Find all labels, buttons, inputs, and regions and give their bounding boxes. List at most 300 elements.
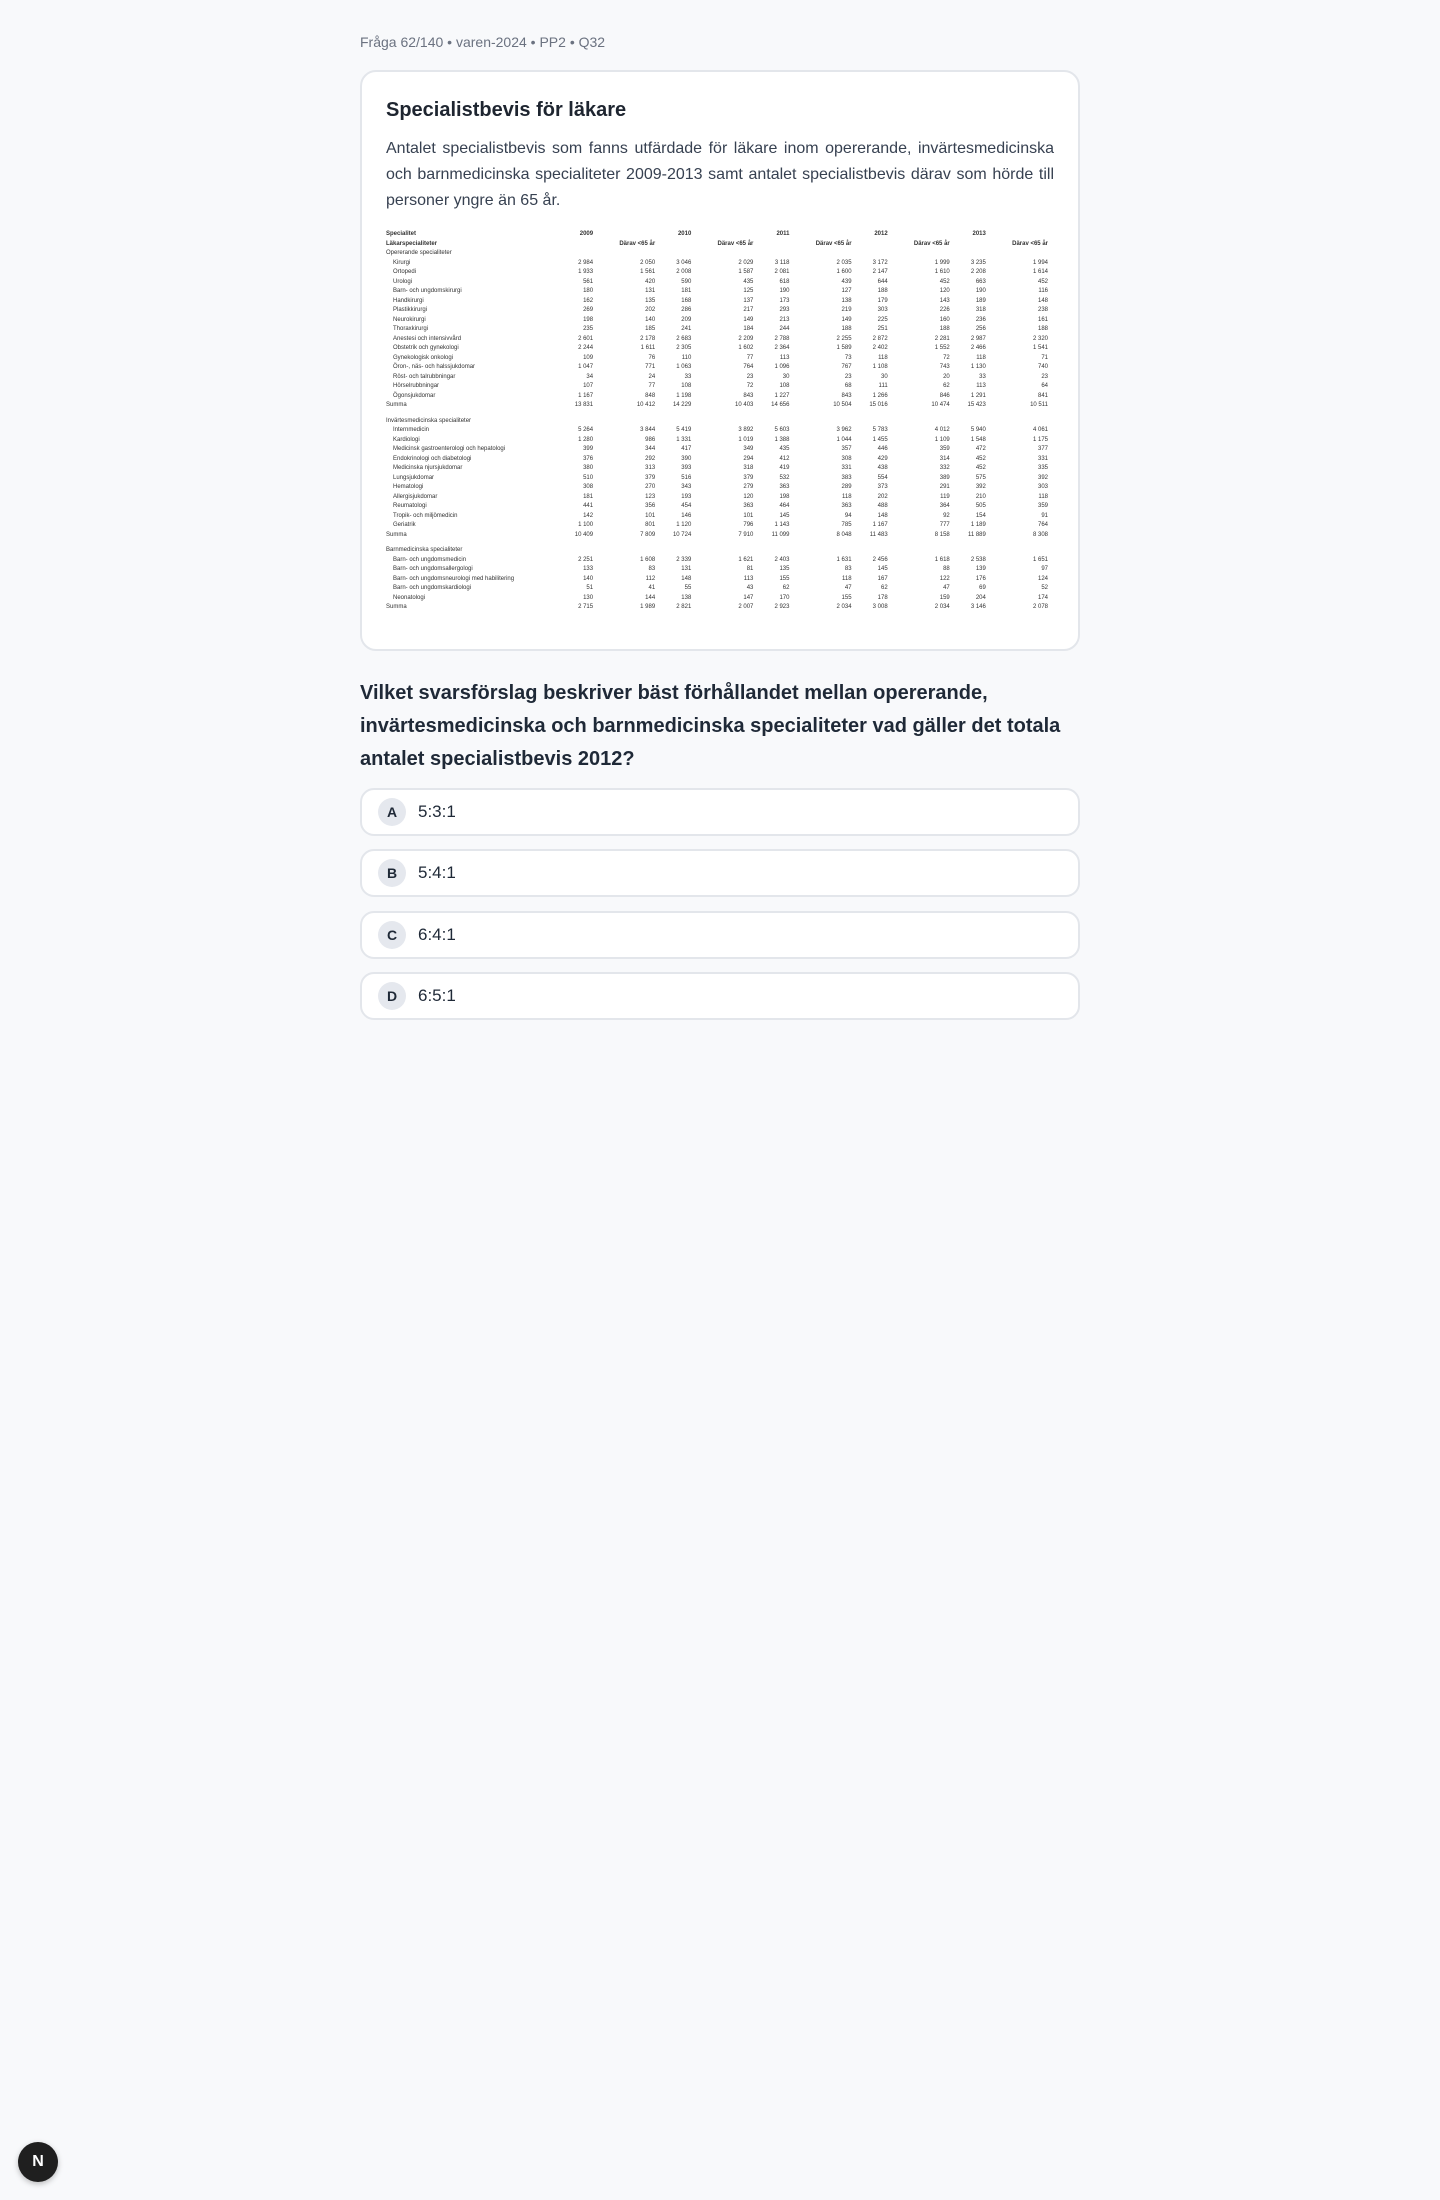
table-cell: 429: [877, 455, 888, 462]
table-cell: 204: [975, 594, 986, 601]
table-cell: 109: [583, 354, 594, 361]
table-cell: 2 305: [676, 345, 692, 351]
table-cell: 184: [743, 326, 754, 332]
table-group-header: [386, 546, 1054, 556]
table-cell: 363: [779, 484, 790, 490]
table-cell: 331: [841, 465, 852, 471]
table-cell: 286: [681, 307, 692, 313]
table-cell: 1 611: [640, 345, 656, 351]
table-cell: 155: [841, 594, 852, 601]
table-row: [386, 445, 1054, 455]
table-cell: 72: [943, 354, 950, 361]
option-d[interactable]: [360, 972, 1080, 1020]
table-cell: 131: [681, 566, 692, 572]
table-cell: 379: [743, 474, 754, 481]
table-cell: 1 608: [640, 556, 656, 563]
row-label: Röst- och talrubbningar: [393, 373, 456, 380]
table-cell: 452: [939, 278, 950, 285]
table-cell: 390: [681, 455, 692, 462]
table-cell: 2 683: [676, 335, 692, 342]
table-cell: 77: [746, 354, 754, 361]
table-cell: 2011: [776, 231, 790, 237]
table-row: [386, 556, 1054, 566]
row-label: Handkirurgi: [393, 297, 424, 304]
table-cell: 452: [975, 465, 986, 471]
table-cell: [894, 230, 956, 240]
table-cell: 173: [779, 297, 790, 304]
table-cell: 618: [779, 278, 790, 285]
table-cell: 122: [939, 575, 950, 582]
table-cell: 210: [975, 493, 986, 500]
table-cell: 145: [779, 512, 790, 519]
table-row: [386, 594, 1054, 604]
table-cell: 24: [648, 373, 656, 380]
table-cell: 92: [943, 512, 950, 519]
table-cell: 1 602: [738, 345, 754, 351]
table-cell: 846: [939, 392, 950, 399]
table-cell: 488: [877, 503, 888, 509]
table-cell: 1 548: [970, 436, 986, 443]
row-label: Barn- och ungdomsallergologi: [393, 566, 473, 572]
table-cell: 1 610: [934, 269, 950, 275]
table-cell: 62: [943, 383, 950, 389]
table-cell: 801: [645, 522, 656, 528]
table-cell: 303: [1037, 484, 1048, 490]
table-cell: 68: [844, 383, 852, 389]
table-cell: 1 167: [872, 522, 888, 528]
table-cell: 118: [841, 493, 852, 500]
table-cell: 144: [645, 594, 656, 601]
table-cell: 412: [779, 455, 790, 462]
table-cell: 11 099: [771, 531, 790, 538]
table-cell: 185: [645, 326, 656, 332]
table-cell: 1 994: [1032, 259, 1048, 266]
table-cell: 47: [844, 585, 852, 591]
table-cell: 94: [844, 512, 852, 519]
table-cell: 1 561: [640, 269, 656, 275]
info-card: [360, 70, 1080, 651]
table-cell: 7 809: [640, 531, 656, 538]
table-cell: 1 266: [872, 392, 888, 399]
table-cell: 148: [877, 512, 888, 519]
table-cell: [795, 230, 857, 240]
table-cell: 2 034: [934, 604, 950, 610]
row-label: Geriatrik: [393, 522, 416, 528]
table-cell: 380: [583, 465, 594, 471]
table-row: [386, 240, 1054, 250]
table-cell: Därav <65 år: [1012, 240, 1048, 247]
table-cell: 357: [841, 446, 852, 452]
table-cell: 292: [645, 455, 656, 462]
option-b[interactable]: [360, 849, 1080, 897]
table-row: [386, 278, 1054, 288]
table-cell: 2 402: [872, 345, 888, 351]
option-text: 6:4:1: [418, 924, 456, 944]
table-cell: 441: [583, 503, 594, 509]
table-cell: 202: [877, 493, 888, 500]
table-cell: 101: [743, 512, 754, 519]
table-cell: 2 364: [774, 345, 790, 351]
table-cell: 532: [779, 474, 790, 481]
table-cell: 217: [743, 307, 754, 313]
table-cell: 1 614: [1032, 269, 1048, 275]
app-logo-button[interactable]: N: [18, 2142, 58, 2182]
table-row: [386, 455, 1054, 465]
table-cell: 10 724: [672, 531, 692, 538]
table-cell: 1 130: [970, 364, 986, 370]
option-text: 6:5:1: [418, 986, 456, 1005]
row-label: Plastikkirurgi: [393, 307, 428, 313]
table-cell: 34: [586, 373, 594, 380]
table-cell: 176: [975, 575, 986, 582]
table-cell: 363: [743, 503, 754, 509]
row-label: Gynekologisk onkologi: [393, 354, 454, 361]
table-row: [386, 502, 1054, 512]
table-cell: 785: [841, 522, 852, 528]
table-cell: 363: [841, 503, 852, 509]
table-cell: 356: [645, 503, 656, 509]
table-cell: 2 456: [872, 556, 888, 563]
table-cell: 1 096: [774, 364, 790, 370]
table-cell: 590: [681, 278, 692, 285]
table-cell: 64: [1041, 383, 1048, 389]
table-cell: 4 061: [1032, 427, 1048, 433]
table-cell: 76: [648, 354, 656, 361]
table-cell: 2 081: [774, 269, 790, 275]
table-cell: 2 244: [578, 345, 594, 351]
table-cell: [759, 240, 795, 250]
table-row: [386, 512, 1054, 522]
table-cell: 2 035: [836, 259, 852, 266]
row-label: Kirurgi: [393, 259, 411, 266]
table-cell: 149: [841, 316, 852, 323]
table-cell: 241: [681, 326, 692, 332]
table-cell: 118: [841, 575, 852, 582]
table-cell: 148: [1037, 297, 1048, 304]
option-a[interactable]: [360, 788, 1080, 836]
table-cell: 2 821: [676, 604, 692, 610]
table-cell: 373: [877, 484, 888, 490]
table-cell: 113: [976, 383, 986, 389]
table-cell: 1 198: [676, 392, 692, 399]
row-label: Barn- och ungdomsneurologi med habilitering: [393, 575, 515, 582]
table-cell: 51: [586, 585, 594, 591]
row-label: Neurokirurgi: [393, 316, 426, 323]
table-cell: 202: [645, 307, 656, 313]
table-cell: 83: [648, 566, 656, 572]
table-cell: 8 048: [836, 531, 852, 538]
table-cell: 439: [841, 278, 852, 285]
table-cell: 123: [645, 493, 656, 500]
table-cell: 359: [1037, 503, 1048, 509]
table-cell: 209: [681, 316, 692, 323]
table-cell: 3 008: [872, 604, 888, 610]
table-cell: 3 892: [738, 427, 754, 433]
table-cell: 2 008: [676, 269, 692, 275]
table-cell: 91: [1041, 512, 1048, 519]
table-cell: 190: [975, 288, 986, 294]
table-cell: 23: [1041, 373, 1048, 380]
table-group-header: [386, 417, 1054, 427]
table-cell: 146: [681, 512, 692, 519]
table-cell: 1 455: [872, 436, 888, 443]
table-cell: 561: [583, 278, 594, 285]
table-cell: 251: [877, 326, 888, 332]
table-cell: 1 120: [676, 522, 692, 528]
row-label: Obstetrik och gynekologi: [393, 345, 459, 351]
table-cell: 10 511: [1030, 402, 1048, 408]
table-cell: 20: [943, 373, 950, 380]
row-label: Specialitet: [386, 231, 417, 237]
option-c[interactable]: [360, 911, 1080, 959]
table-row: [386, 306, 1054, 316]
table-cell: 279: [743, 484, 754, 490]
table-cell: Därav <65 år: [815, 240, 852, 247]
table-cell: 135: [645, 297, 656, 304]
table-cell: 2 923: [774, 604, 790, 610]
table-cell: 219: [841, 307, 852, 313]
table-cell: 2 209: [738, 335, 754, 342]
table-row: [386, 363, 1054, 373]
table-cell: 343: [681, 484, 692, 490]
table-cell: 179: [877, 297, 888, 304]
table-cell: 133: [583, 566, 594, 572]
table-cell: 1 989: [640, 604, 656, 610]
table-cell: 41: [648, 585, 656, 591]
table-cell: 5 419: [676, 427, 692, 433]
table-cell: 417: [681, 446, 692, 452]
table-cell: 97: [1041, 566, 1048, 572]
table-cell: 10 403: [735, 402, 754, 408]
row-label: Kardiologi: [393, 436, 420, 443]
table-cell: 294: [743, 455, 754, 462]
table-cell: 119: [940, 493, 950, 500]
table-row: [386, 268, 1054, 278]
table-cell: 160: [939, 316, 950, 323]
table-cell: 107: [583, 383, 594, 389]
table-cell: 2 788: [774, 335, 790, 342]
table-cell: 33: [979, 373, 986, 380]
table-cell: 244: [779, 326, 790, 332]
table-cell: 1 933: [578, 269, 594, 275]
table-cell: 113: [743, 575, 754, 582]
option-letter: D: [378, 982, 406, 1010]
table-cell: 118: [1038, 493, 1048, 500]
table-cell: 289: [841, 484, 852, 490]
table-cell: 4 012: [934, 427, 950, 433]
table-cell: 10 474: [931, 402, 950, 408]
table-cell: 15 423: [967, 402, 986, 408]
table-cell: 349: [743, 446, 754, 452]
table-cell: 10 504: [833, 402, 852, 408]
table-cell: Därav <65 år: [619, 240, 656, 247]
table-cell: 189: [975, 297, 986, 304]
table-cell: 1 651: [1032, 556, 1048, 563]
table-cell: 14 656: [771, 402, 790, 408]
table-cell: 145: [877, 566, 888, 572]
table-cell: [661, 240, 697, 250]
table-cell: 291: [939, 484, 950, 490]
table-cell: 5 783: [872, 427, 888, 433]
table-cell: 69: [979, 585, 986, 591]
table-cell: 143: [939, 297, 950, 304]
table-row: [386, 436, 1054, 446]
table-cell: 5 603: [774, 427, 790, 433]
table-row: [386, 354, 1054, 364]
table-cell: 2 251: [578, 556, 594, 563]
statistics-table: [386, 230, 1054, 613]
table-cell: 116: [1038, 288, 1048, 294]
table-cell: 1 600: [836, 269, 852, 275]
table-cell: 2 281: [934, 335, 950, 342]
table-cell: 3 962: [836, 427, 852, 433]
row-label: Reumatologi: [393, 503, 427, 509]
table-cell: 43: [746, 585, 754, 591]
row-label: Neonatologi: [393, 594, 426, 601]
table-cell: 314: [939, 455, 950, 462]
table-cell: 159: [939, 594, 950, 601]
table-cell: 118: [878, 354, 888, 361]
table-cell: 269: [583, 307, 594, 313]
table-cell: 393: [681, 465, 692, 471]
table-cell: 392: [1037, 474, 1048, 481]
table-cell: [599, 230, 661, 240]
table-cell: 1 019: [738, 436, 754, 443]
table-cell: 848: [645, 392, 656, 399]
table-cell: 764: [1037, 522, 1048, 528]
table-cell: 644: [877, 278, 888, 285]
table-cell: 1 331: [676, 436, 692, 443]
table-cell: 1 587: [738, 269, 754, 275]
table-cell: 392: [975, 484, 986, 490]
row-label: Öron-, näs- och halssjukdomar: [393, 364, 476, 370]
table-cell: 740: [1037, 364, 1048, 370]
table-cell: 2 007: [738, 604, 754, 610]
table-cell: 420: [645, 278, 656, 285]
table-cell: 162: [583, 297, 594, 304]
table-cell: 344: [645, 446, 656, 452]
table-row: [386, 603, 1054, 613]
table-cell: 2 320: [1032, 335, 1048, 342]
table-cell: 81: [746, 566, 754, 572]
table-cell: [956, 240, 992, 250]
row-label: Hörselrubbningar: [393, 383, 440, 389]
row-label: Medicinsk gastroenterologi och hepatologi: [393, 446, 506, 452]
option-text: 5:3:1: [418, 801, 456, 821]
table-row: [386, 483, 1054, 493]
table-cell: 332: [939, 465, 950, 471]
table-row: [386, 584, 1054, 594]
table-cell: 1 044: [836, 436, 852, 443]
table-cell: 190: [779, 288, 790, 294]
table-cell: 843: [841, 392, 852, 399]
option-letter: A: [378, 798, 406, 826]
table-cell: 2 715: [578, 604, 594, 610]
table-row: [386, 565, 1054, 575]
table-cell: 52: [1041, 585, 1048, 591]
table-cell: 575: [975, 474, 986, 481]
question-container: [360, 0, 1080, 1034]
table-cell: 154: [975, 512, 986, 519]
table-cell: 383: [841, 474, 852, 481]
table-cell: 796: [743, 522, 754, 528]
table-cell: 359: [939, 446, 950, 452]
table-cell: 1 047: [578, 364, 594, 370]
table-row: [386, 493, 1054, 503]
table-row: [386, 344, 1054, 354]
table-cell: 2 029: [738, 259, 754, 266]
table-row: [386, 464, 1054, 474]
table-cell: 3 046: [676, 259, 692, 266]
table-cell: 170: [779, 594, 790, 601]
table-cell: 1 552: [934, 345, 950, 351]
table-cell: 11 483: [869, 531, 888, 538]
table-cell: 2012: [874, 231, 888, 237]
table-row: [386, 230, 1054, 240]
row-label: Summa: [386, 531, 407, 538]
option-text: 5:4:1: [418, 863, 456, 882]
table-cell: 435: [779, 446, 790, 452]
table-cell: 1 541: [1032, 345, 1048, 351]
table-cell: 139: [975, 566, 986, 572]
table-cell: 55: [684, 585, 692, 591]
option-letter: B: [378, 859, 406, 887]
table-cell: 178: [877, 594, 888, 601]
table-cell: 213: [779, 316, 790, 323]
table-cell: 2 339: [676, 556, 692, 563]
table-cell: 23: [746, 373, 754, 380]
table-cell: Därav <65 år: [913, 240, 950, 247]
table-cell: 8 158: [934, 531, 950, 538]
table-cell: 293: [779, 307, 790, 313]
table-cell: 1 108: [872, 364, 888, 370]
table-cell: 472: [975, 446, 986, 452]
table-cell: 127: [841, 288, 852, 294]
table-cell: 118: [976, 354, 986, 361]
table-cell: 419: [779, 465, 790, 471]
table-cell: 120: [939, 288, 950, 294]
table-cell: 743: [939, 364, 950, 370]
table-cell: 399: [583, 446, 594, 452]
table-cell: 435: [743, 278, 754, 285]
table-cell: 5 940: [970, 427, 986, 433]
table-cell: 101: [645, 512, 656, 519]
table-cell: 2 034: [836, 604, 852, 610]
table-cell: 1 227: [774, 392, 790, 399]
table-group-header: [386, 249, 1054, 259]
table-cell: 510: [583, 474, 594, 481]
row-label: Allergisjukdomar: [393, 493, 438, 500]
table-cell: 161: [1037, 316, 1048, 323]
row-label: Endokrinologi och diabetologi: [393, 455, 472, 462]
table-row: [386, 259, 1054, 269]
table-cell: 181: [681, 288, 692, 294]
table-cell: 1 280: [578, 436, 594, 443]
table-cell: 181: [583, 493, 594, 500]
table-cell: 198: [779, 493, 790, 500]
table-cell: 5 264: [578, 427, 594, 433]
table-cell: 30: [782, 373, 790, 380]
table-cell: 174: [1037, 594, 1048, 601]
table-cell: 140: [645, 316, 656, 323]
table-cell: 130: [583, 594, 594, 601]
row-label: Tropik- och miljömedicin: [393, 512, 458, 519]
table-cell: 446: [877, 446, 888, 452]
table-cell: 10 409: [574, 531, 594, 538]
table-cell: 23: [844, 373, 852, 380]
table-cell: 318: [975, 307, 986, 313]
table-cell: 1 618: [934, 556, 950, 563]
